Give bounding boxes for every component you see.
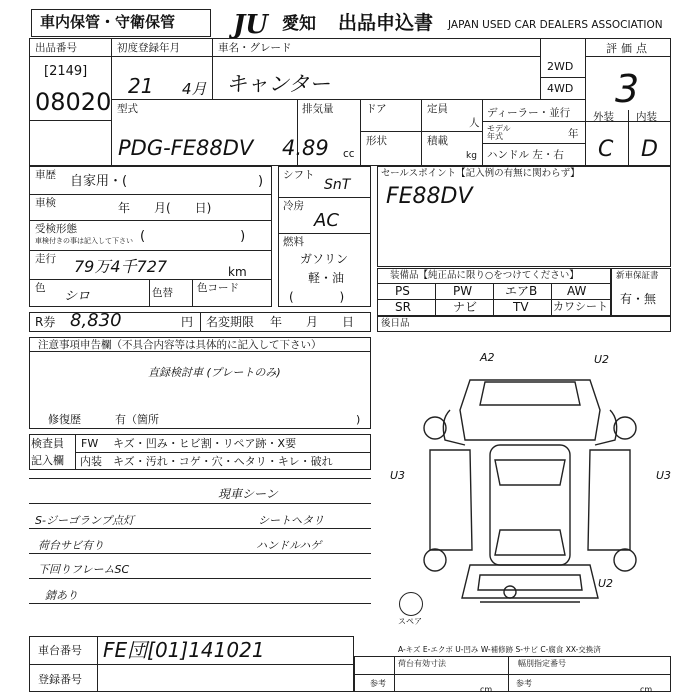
lot-number: 08020 — [35, 88, 112, 116]
lot-label: 出品番号 — [35, 42, 77, 54]
inspector-fw-items: キズ・凹み・ヒビ割・リペア跡・X要 — [113, 437, 297, 450]
shape-label: 形状 — [366, 135, 387, 147]
damage-mark-u3-left: U3 — [390, 469, 406, 482]
damage-mark-u2-top: U2 — [594, 353, 610, 366]
door-label: ドア — [366, 103, 387, 115]
km-unit: km — [228, 265, 247, 279]
org-name: 愛知 — [282, 14, 316, 34]
kg-unit: kg — [466, 151, 477, 161]
inspector-label1: 検査員 — [31, 437, 64, 450]
storage-note: 車内保管・守衛保管 — [40, 13, 176, 31]
score-value: 3 — [615, 67, 640, 111]
interior-label: 内装 — [636, 111, 657, 123]
inspector-note6: 下回りフレームSC — [38, 563, 130, 576]
shift-label: シフト — [283, 169, 315, 181]
dealer-label: ディーラー・並行 — [487, 107, 571, 119]
equip-leather: カワシート — [553, 300, 608, 313]
inspector-note7: 錆あり — [45, 589, 78, 602]
after-items-label: 後日品 — [381, 318, 410, 329]
color-value: シロ — [64, 289, 91, 304]
inspector-note4: S-ジーゴランプ点灯 — [35, 514, 134, 527]
mileage-value: 79万4千727 — [74, 257, 168, 276]
spare-label: スペア — [398, 617, 422, 626]
reg-label: 登録番号 — [38, 673, 82, 686]
model-year-label: モデル 年式 — [487, 124, 511, 141]
history-value: 自家用・( — [70, 174, 128, 189]
first-reg-label: 初度登録年月 — [117, 42, 180, 54]
chassis-label: 車台番号 — [38, 644, 82, 657]
history-label: 車歴 — [35, 169, 56, 181]
person-unit: 人 — [469, 117, 480, 129]
fuel-value: ガソリン — [300, 252, 349, 266]
inspector-note2: シートヘタリ — [258, 514, 324, 527]
recycle-value: 8,830 — [70, 310, 122, 331]
inspector-note1: 現車シーン — [218, 487, 278, 501]
new-car-value: 有・無 — [620, 292, 657, 306]
recv-sub: 車検付きの事は記入して下さい — [35, 237, 133, 245]
load-label: 積載 — [427, 135, 448, 147]
fuel-label: 燃料 — [283, 236, 304, 248]
color-change: 色替 — [152, 287, 173, 299]
sales-point-value: FE88DV — [386, 184, 473, 209]
repair-value: 有（箇所 — [115, 413, 159, 426]
sales-point-label: セールスポイント【記入例の有無に関わらず】 — [381, 168, 580, 179]
name-change-ymd: 年 月 日 — [270, 315, 355, 329]
color-code: 色コード — [197, 282, 239, 294]
history-close: ) — [258, 174, 264, 189]
recv-paren: ( ) — [140, 229, 246, 244]
equip-aw: AW — [567, 284, 587, 298]
cc-label: cc — [343, 148, 355, 160]
exterior-label: 外装 — [593, 111, 614, 123]
cargo-label: 荷台有効寸法 — [398, 659, 446, 668]
recv-label: 受検形態 — [35, 223, 77, 235]
name-change-label: 名変期限 — [206, 315, 255, 329]
cargo-sub: 幅別指定番号 — [518, 659, 566, 668]
ref-label-2: 参考 — [516, 679, 532, 688]
exterior-value: C — [598, 137, 614, 162]
cm-unit-2: cm — [640, 685, 653, 694]
lot-sub: [2149] — [44, 64, 88, 79]
recycle-label: R券 — [35, 315, 56, 329]
drive-2wd: 2WD — [547, 60, 574, 73]
displacement-value: 4.89 — [282, 136, 329, 160]
inspector-note5: 荷台サビ有り — [38, 539, 104, 552]
model-value: PDG-FE88DV — [118, 136, 254, 160]
inspection-value: 年 月( 日) — [118, 201, 212, 215]
damage-mark-a2: A2 — [480, 351, 495, 364]
car-diagram — [410, 350, 650, 630]
score-label: 評価点 — [606, 42, 651, 55]
year-unit: 年 — [568, 128, 579, 140]
damage-legend: A-キズ E-エクボ U-凹み W-補修跡 S-サビ C-腐食 XX-交換済 — [398, 645, 601, 654]
equip-tv: TV — [513, 300, 529, 314]
after-items-box — [377, 316, 671, 332]
inspector-label2: 記入欄 — [31, 454, 64, 467]
first-reg-year: 21 — [128, 74, 154, 98]
interior-value: D — [641, 137, 658, 162]
repair-close: ) — [356, 413, 361, 426]
spare-circle — [399, 592, 423, 616]
inspector-note3: ハンドルハゲ — [256, 539, 322, 552]
equip-airbag: エアB — [505, 284, 538, 298]
ju-logo: JU — [233, 10, 268, 40]
equip-navi: ナビ — [453, 300, 478, 314]
inspector-interior-items: キズ・汚れ・コゲ・穴・ヘタリ・キレ・破れ — [113, 455, 333, 468]
color-label: 色 — [35, 282, 46, 294]
damage-mark-u2-bottom: U2 — [598, 577, 614, 590]
ac-value: AC — [314, 210, 339, 231]
notes-content: 直録検討車 (プレートのみ) — [148, 366, 281, 379]
inspector-fw: FW — [81, 437, 99, 450]
sales-point-box — [377, 166, 671, 267]
form-title: 出品申込書 — [338, 12, 434, 34]
ref-label-1: 参考 — [370, 679, 386, 688]
drive-4wd: 4WD — [547, 82, 574, 95]
equip-pw: PW — [453, 284, 473, 298]
displacement-label: 排気量 — [302, 103, 334, 115]
car-name-value: キャンター — [226, 72, 331, 96]
repair-label: 修復歴 — [48, 413, 81, 426]
new-car-label: 新車保証書 — [616, 271, 659, 281]
fuel-paren: ( ) — [289, 290, 345, 304]
equipment-title: 装備品【純正品に限り○をつけてください】 — [390, 270, 579, 281]
cm-unit-1: cm — [480, 685, 493, 694]
equip-sr: SR — [395, 300, 411, 314]
fuel-value2: 軽・油 — [308, 271, 345, 285]
shift-value: SnT — [324, 177, 351, 193]
ac-label: 冷房 — [283, 200, 304, 212]
assoc-name: JAPAN USED CAR DEALERS ASSOCIATION — [448, 19, 663, 31]
model-label: 型式 — [117, 103, 138, 115]
inspection-label: 車検 — [35, 197, 56, 209]
inspector-interior: 内装 — [80, 455, 102, 468]
car-name-label: 車名・グレード — [218, 42, 292, 54]
equip-ps: PS — [395, 284, 410, 298]
recycle-yen: 円 — [181, 315, 194, 329]
notes-title: 注意事項申告欄（不具合内容等は具体的に記入して下さい） — [38, 339, 322, 351]
capacity-label: 定員 — [427, 103, 448, 115]
chassis-value: FE団[01]141021 — [103, 638, 265, 662]
first-reg-month: 4月 — [182, 80, 207, 98]
damage-mark-u3-right: U3 — [656, 469, 672, 482]
mileage-label: 走行 — [35, 253, 56, 265]
handle-label: ハンドル 左・右 — [487, 149, 564, 161]
